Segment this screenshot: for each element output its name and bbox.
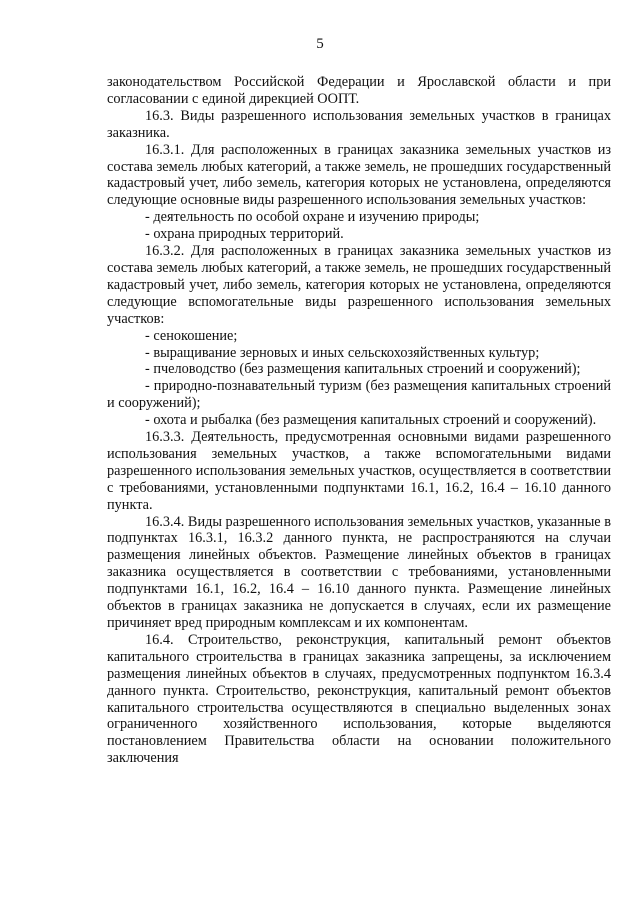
paragraph-16-4: 16.4. Строительство, реконструкция, капитальный ремонт объектов капитального строительства в границах заказника запрещены, за исключением размещения линейных объектов в случаях, предусмотренных подпунктом 16.3.4 данного пункта. Строительство, реконструкция, капитальный ремонт объектов капитального строительства осуществляются в специально выделенных зонах ограниченного хозяйственного использования, которые выделяются постановлением Правительства области на основании положительного заключения bbox=[107, 631, 611, 767]
list-item: - охрана природных территорий. bbox=[145, 226, 344, 243]
paragraph-16-3-4: 16.3.4. Виды разрешенного использования земельных участков, указанные в подпунктах 16.3.1, 16.3.2 данного пункта, не распространяются на случаи размещения линейных объектов. Размещение линейных объектов в границах заказника осуществляется в соответствии с требованиями, установленными подпунктами 16.1, 16.2, 16.4 – 16.10 данного пункта. Размещение линейных объектов в границах заказника не допускается в случаях, если их размещение причиняет вред природным комплексам и их компонентам. bbox=[107, 513, 611, 631]
list-item: - природно-познавательный туризм (без размещения капитальных строений и сооружений); bbox=[107, 378, 611, 412]
document-body bbox=[107, 74, 611, 767]
paragraph-continuation: законодательством Российской Федерации и Ярославской области и при согласовании с единой дирекцией ООПТ. bbox=[107, 74, 611, 107]
page-number: 5 bbox=[316, 36, 324, 52]
paragraph-16-3-2: 16.3.2. Для расположенных в границах заказника земельных участков из состава земель любых категорий, а также земель, не прошедших государственный кадастровый учет, либо земель, категория которых не установлена, определяются следующие вспомогательные виды разрешенного использования земельных участков: bbox=[107, 243, 611, 327]
paragraph-16-3: 16.3. Виды разрешенного использования земельных участков в границах заказника. bbox=[107, 107, 611, 141]
list-item: - деятельность по особой охране и изучению природы; bbox=[145, 209, 480, 226]
list-item: - выращивание зерновых и иных сельскохозяйственных культур; bbox=[145, 344, 540, 361]
paragraph-16-3-3: 16.3.3. Деятельность, предусмотренная основными видами разрешенного использования земельных участков, а также вспомогательными видами разрешенного использования земельных участков, осуществляется в соответствии с требованиями, установленными подпунктами 16.1, 16.2, 16.4 – 16.10 данного пункта. bbox=[107, 429, 611, 513]
list-item: - охота и рыбалка (без размещения капитальных строений и сооружений). bbox=[145, 412, 597, 429]
paragraph-16-3-1: 16.3.1. Для расположенных в границах заказника земельных участков из состава земель любых категорий, а также земель, не прошедших государственный кадастровый учет, либо земель, категория которых не установлена, определяются следующие основные виды разрешенного использования земельных участков: bbox=[107, 141, 611, 209]
list-item: - сенокошение; bbox=[145, 327, 238, 344]
list-item: - пчеловодство (без размещения капитальных строений и сооружений); bbox=[145, 361, 581, 378]
